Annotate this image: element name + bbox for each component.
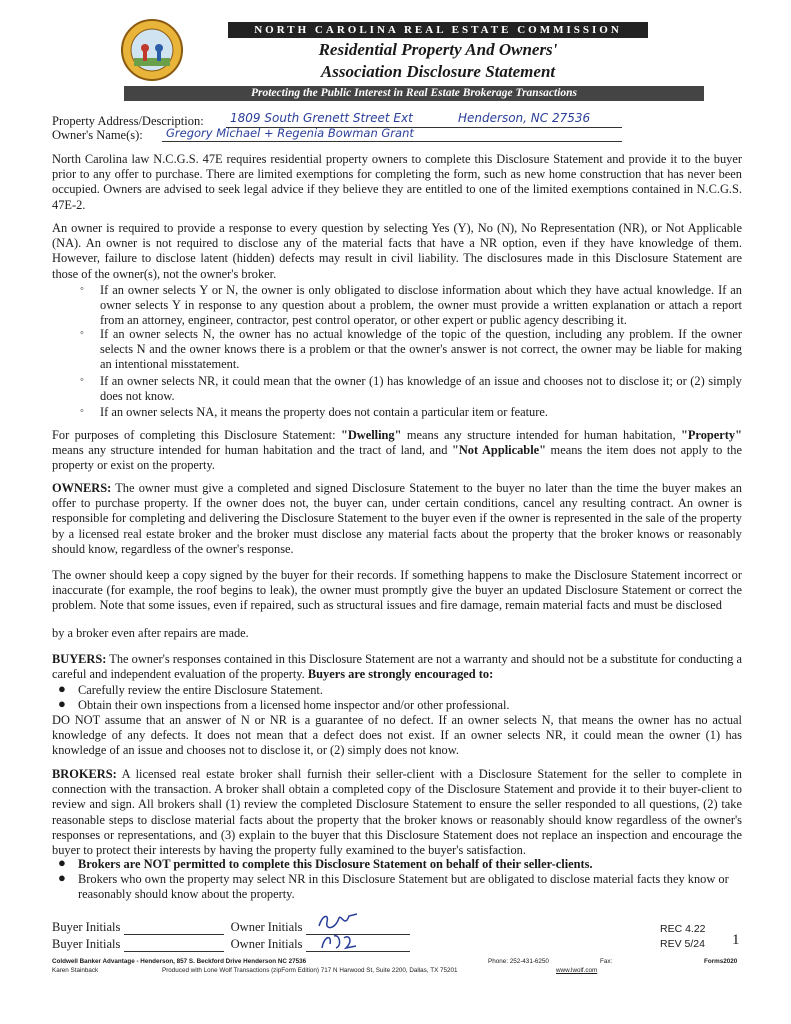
owner-name-label: Owner's Name(s):: [52, 128, 143, 142]
buyer-initials-field[interactable]: [124, 939, 224, 952]
bullet-mark: ◦: [80, 374, 84, 386]
buyer-initials-label: Buyer Initials: [52, 920, 121, 934]
bullet-na: If an owner selects NA, it means the property does not contain a particular item or feature.: [100, 405, 548, 419]
buyer-bullet-inspect: Obtain their own inspections from a licensed home inspector and/or other professional.: [78, 698, 510, 712]
page-number: 1: [732, 932, 740, 948]
bullet-mark: ◦: [80, 405, 84, 417]
owner-name-value: Gregory Michael + Regenia Bowman Grant: [166, 126, 414, 140]
purposes-paragraph: For purposes of completing this Disclosure Statement: "Dwelling" means any structure intended for human habitation, "Property" means any structure intended for human habitation and the tract of land, and "Not Applicable" means the item does not apply to the property or exist on the property.: [52, 428, 742, 473]
bullet-dot: ●: [58, 681, 66, 696]
form-rev-number: REV 5/24: [660, 938, 705, 950]
form-title-line2: Association Disclosure Statement: [320, 62, 556, 81]
form-title-line1: Residential Property And Owners': [318, 40, 558, 59]
bullet-dot: ●: [58, 870, 66, 885]
bullet-dot: ●: [58, 855, 66, 870]
buyers-paragraph: BUYERS: The owner's responses contained in this Disclosure Statement are not a warranty and should not be a substitute for conducting a careful and independent evaluation of the property. Buyers are strongly encouraged to:: [52, 652, 742, 682]
footer-fax: Fax:: [600, 958, 613, 965]
bullet-mark: ◦: [80, 283, 84, 295]
owner-initials-label: Owner Initials: [230, 937, 303, 951]
bullet-dot: ●: [58, 696, 66, 711]
form-rec-number: REC 4.22: [660, 923, 706, 935]
owner-name-line[interactable]: [162, 141, 622, 142]
broker-bullet-not-permitted: Brokers are NOT permitted to complete this Disclosure Statement on behalf of their seller-clients.: [78, 857, 593, 871]
buyer-initials-label: Buyer Initials: [52, 937, 121, 951]
bullet-mark: ◦: [80, 327, 84, 339]
property-address-value: 1809 South Grenett Street Ext: [230, 111, 413, 125]
do-not-paragraph: DO NOT assume that an answer of N or NR is a guarantee of no defect. If an owner selects N, that means the owner has no actual knowledge of any defects. It does not mean that a defect does not exist. If an owner selects NR, it could mean the owner (1) has knowledge of an issue and chooses not to disclose it, or (2) simply does not know.: [52, 713, 742, 758]
footer-brokerage: Coldwell Banker Advantage - Henderson, 857 S. Beckford Drive Henderson NC 27536: [52, 958, 307, 965]
buyer-bullet-review: Carefully review the entire Disclosure Statement.: [78, 683, 323, 697]
bullet-nr: If an owner selects NR, it could mean that the owner (1) has knowledge of an issue and chooses not to disclose it; or (2) simply does not know.: [100, 374, 742, 404]
owner-initials-label: Owner Initials: [230, 920, 303, 934]
owners-paragraph: OWNERS: The owner must give a completed and signed Disclosure Statement to the buyer no later than the time the buyer makes an offer to purchase property. If the owner does not, the buyer can, under certain conditions, cancel any resulting contract. An owner is responsible for completing and delivering the Disclosure Statement to the buyer even if the owner is represented in the sale of the property by a licensed real estate broker and the broker must disclose any material facts about the property that the broker knows or reasonably should know, regardless of the owner's response.: [52, 481, 742, 556]
bullet-yn: If an owner selects Y or N, the owner is only obligated to disclose information about which they have actual knowledge. If an owner selects Y in response to any question about a problem, the owner must provide a written explanation or attach a report from an attorney, engineer, contractor, pest control operator, or other expert or public agency describing it.: [100, 283, 742, 328]
broker-bullet-own-property: Brokers who own the property may select NR in this Disclosure Statement but are obligated to disclose material facts they know or reasonably should know about the property.: [78, 872, 729, 902]
footer-forms: Forms2020: [704, 958, 738, 965]
copy-paragraph-tail: by a broker even after repairs are made.: [52, 626, 249, 640]
property-address-label: Property Address/Description:: [52, 114, 204, 128]
bullet-n: If an owner selects N, the owner has no actual knowledge of the topic of the question, including any problem. If the owner selects N and the owner knows there is a problem or that the owner's answer is not correct, the owner may be liable for making an intentional misstatement.: [100, 327, 742, 372]
footer-produced: Produced with Lone Wolf Transactions (zipForm Edition) 717 N Harwood St, Suite 2200, Dallas, TX 75201: [162, 967, 458, 974]
owner-initials-signature-1: [315, 910, 361, 932]
response-paragraph: An owner is required to provide a response to every question by selecting Yes (Y), No (N), No Representation (NR), or Not Applicable (NA). An owner is not required to disclose any of the material facts that have a NR option, even if they have knowledge of them. However, failure to disclose latent (hidden) defects may result in civil liability. The disclosures made in this Disclosure Statement are those of the owner(s), not the owner's broker.: [52, 221, 742, 281]
footer-agent: Karen Stainback: [52, 967, 99, 974]
buyer-initials-field[interactable]: [124, 922, 224, 935]
nc-seal-icon: [120, 18, 184, 82]
brokers-paragraph: BROKERS: A licensed real estate broker shall furnish their seller-client with a Disclosure Statement for the seller to complete in connection with the transaction. A broker shall obtain a completed copy of the Disclosure Statement and provide it to their buyer-client to review and sign. All brokers shall (1) review the completed Disclosure Statement to ensure the seller responded to all questions, (2) take reasonable steps to disclose material facts about the property that the broker knows or reasonably should know regardless of the owner's responses or representations, and (3) explain to the buyer that this Disclosure Statement does not replace an inspection and encourage the buyer to protect their interests by having the property fully examined to the buyer's satisfaction.: [52, 767, 742, 858]
tagline-banner: Protecting the Public Interest in Real Estate Brokerage Transactions: [124, 86, 704, 101]
copy-paragraph: The owner should keep a copy signed by the buyer for their records. If something happens to make the Disclosure Statement incorrect or inaccurate (for example, the roof begins to leak), the owner must promptly give the buyer an updated Disclosure Statement or correct the problem. Note that some issues, even if repaired, such as structural issues and fire damage, remain material facts and must be disclosed: [52, 568, 742, 613]
property-address-city: Henderson, NC 27536: [458, 111, 591, 125]
intro-paragraph: North Carolina law N.C.G.S. 47E requires residential property owners to complete this Disclosure Statement and provide it to the buyer prior to any offer to purchase. There are limited exemptions for completing the form, such as new home construction that has never been occupied. Owners are advised to seek legal advice if they believe they are entitled to one of the limited exemptions contained in N.C.G.S. 47E-2.: [52, 152, 742, 212]
footer-link[interactable]: www.lwolf.com: [556, 967, 598, 974]
commission-banner: NORTH CAROLINA REAL ESTATE COMMISSION: [228, 22, 648, 38]
owner-initials-signature-2: [318, 930, 358, 952]
footer-phone: Phone: 252-431-6250: [488, 958, 549, 965]
